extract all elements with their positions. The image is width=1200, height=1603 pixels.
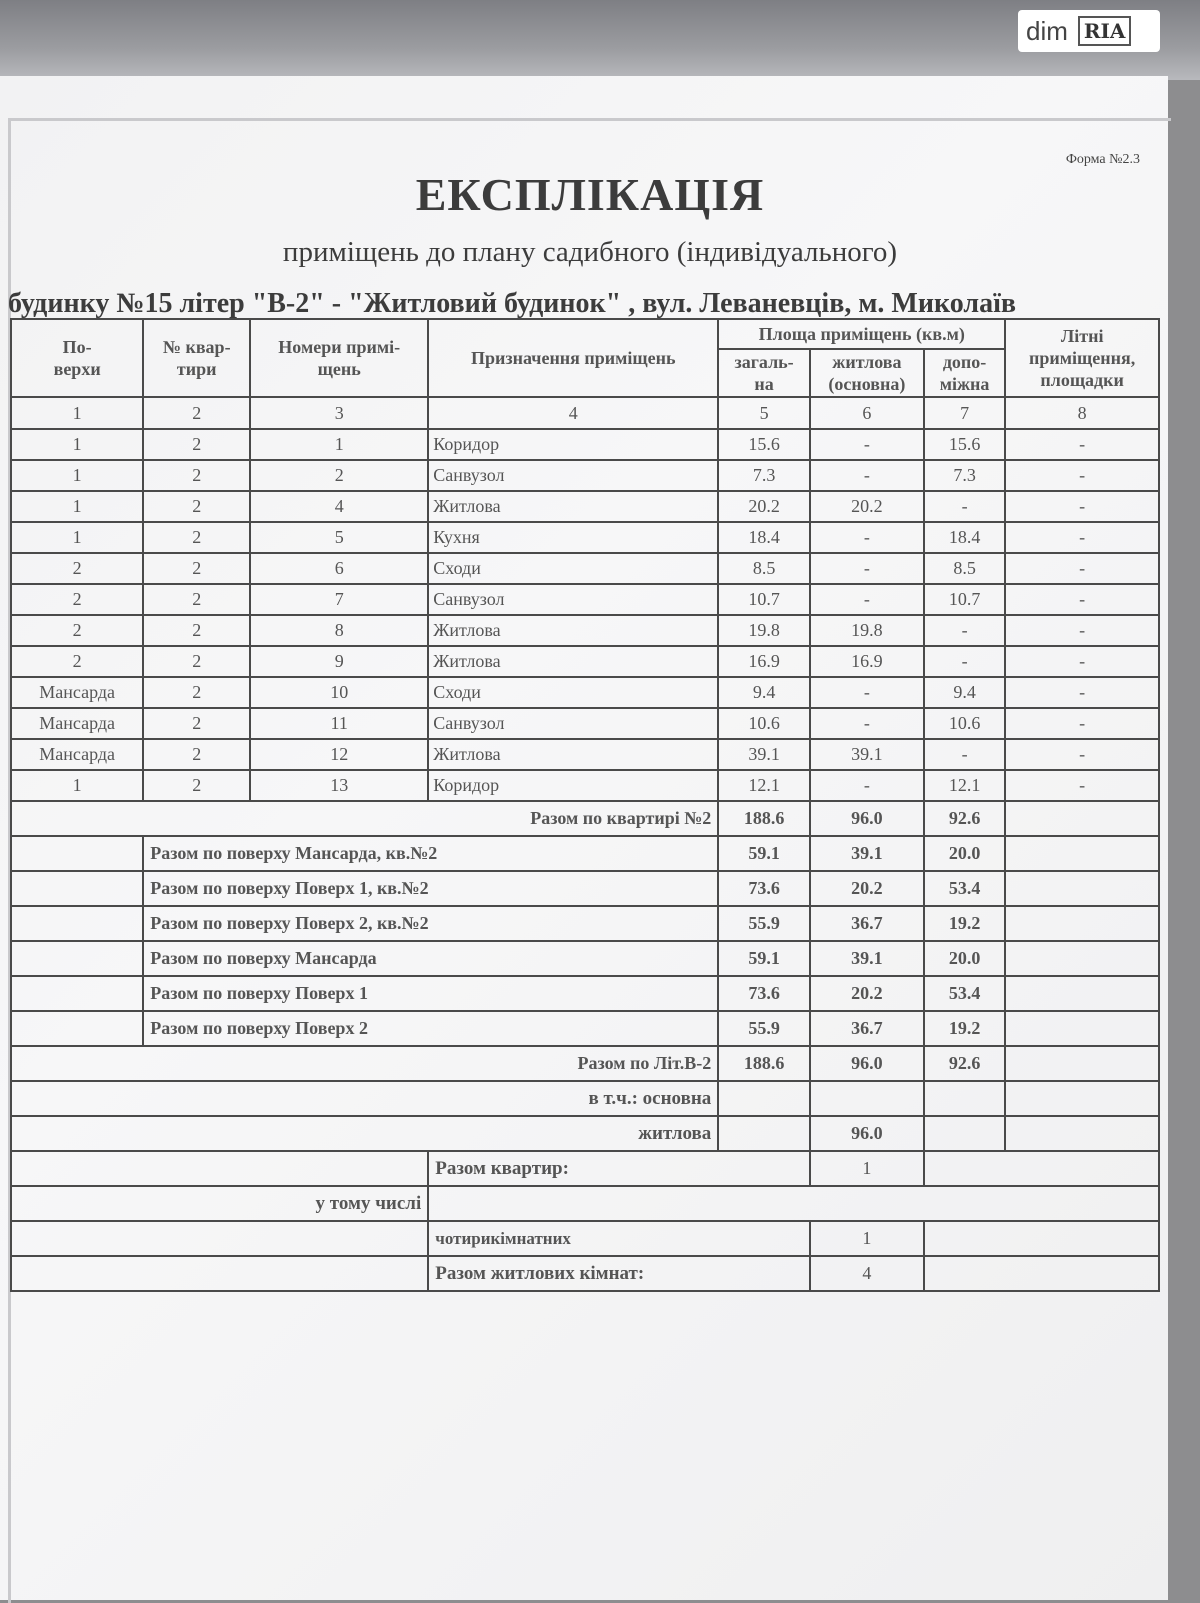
table-row [11,491,1159,522]
cell-apartment: 2 [143,708,250,739]
cell-room-number: 1 [250,429,428,460]
living-rooms-empty [924,1256,1159,1291]
floor-total-row [11,941,1159,976]
column-number: 2 [143,397,250,429]
cell-room-number: 13 [250,770,428,801]
header-apartment: № квар- тири [143,319,250,397]
cell-room-number: 10 [250,677,428,708]
cell-aux-area: - [924,739,1005,770]
cell-aux-area: 7.3 [924,460,1005,491]
floor-total-row [11,1011,1159,1046]
cell-total-area: 10.6 [718,708,810,739]
building-total-label: Разом по Літ.В-2 [11,1046,718,1081]
cell-floor: 2 [11,553,143,584]
cell-total-area: 7.3 [718,460,810,491]
table-row [11,739,1159,770]
incl-living-row [11,1116,1159,1151]
apartments-count-label: Разом квартир: [428,1151,810,1186]
floor-total-aux: 53.4 [924,976,1005,1011]
floor-total-blank [11,941,143,976]
incl-basic-living [810,1081,924,1116]
cell-aux-area: 9.4 [924,677,1005,708]
table-row [11,460,1159,491]
column-number: 4 [428,397,718,429]
floor-total-blank [11,836,143,871]
including-label: у тому числі [11,1186,428,1221]
cell-aux-area: 15.6 [924,429,1005,460]
floor-total-living: 20.2 [810,871,924,906]
cell-room-number: 5 [250,522,428,553]
cell-living-area: - [810,429,924,460]
cell-aux-area: 8.5 [924,553,1005,584]
room-rows [11,429,1159,801]
including-row [11,1186,1159,1221]
document-title: ЕКСПЛІКАЦІЯ [415,169,765,220]
building-total-row [11,1046,1159,1081]
apartments-count-row [11,1151,1159,1186]
form-number: Форма №2.3 [1065,152,1140,167]
cell-room-number: 7 [250,584,428,615]
cell-apartment: 2 [143,677,250,708]
floor-total-total: 59.1 [718,836,810,871]
cell-summer-area: - [1005,739,1159,770]
floor-total-blank [11,1011,143,1046]
apartment-total-living: 96.0 [810,801,924,836]
floor-total-summer [1005,941,1159,976]
column-number: 1 [11,397,143,429]
floor-total-blank [11,871,143,906]
floor-total-summer [1005,871,1159,906]
cell-apartment: 2 [143,770,250,801]
cell-floor: 2 [11,615,143,646]
cell-summer-area: - [1005,770,1159,801]
cell-aux-area: - [924,646,1005,677]
cell-floor: 1 [11,429,143,460]
incl-basic-aux [924,1081,1005,1116]
column-number: 5 [718,397,810,429]
table-row [11,553,1159,584]
header-row [11,319,1159,349]
floor-total-label: Разом по поверху Поверх 1, кв.№2 [143,871,718,906]
cell-room-name: Житлова [428,491,718,522]
cell-room-number: 11 [250,708,428,739]
cell-floor: 1 [11,460,143,491]
explication-table [10,318,1160,1292]
column-number: 7 [924,397,1005,429]
cell-floor: Мансарда [11,739,143,770]
floor-total-row [11,836,1159,871]
incl-basic-area [718,1081,810,1116]
cell-aux-area: 18.4 [924,522,1005,553]
four-room-value: 1 [810,1221,924,1256]
cell-living-area: - [810,522,924,553]
floor-total-summer [1005,836,1159,871]
cell-summer-area: - [1005,553,1159,584]
document-address: будинку №15 літер "В-2" - "Житловий будинок" , вул. Леваневців, м. Миколаїв [8,288,1016,319]
watermark-ria-logo: RIA [1078,16,1132,46]
floor-total-blank [11,906,143,941]
building-total-area: 188.6 [718,1046,810,1081]
cell-room-number: 9 [250,646,428,677]
cell-living-area: 20.2 [810,491,924,522]
cell-total-area: 16.9 [718,646,810,677]
incl-living-value: 96.0 [810,1116,924,1151]
cell-floor: 2 [11,584,143,615]
floor-total-summer [1005,1011,1159,1046]
floor-total-living: 36.7 [810,1011,924,1046]
cell-room-number: 4 [250,491,428,522]
floor-total-total: 59.1 [718,941,810,976]
living-rooms-label: Разом житлових кімнат: [428,1256,810,1291]
four-room-row [11,1221,1159,1256]
apartment-total-label: Разом по квартирі №2 [11,801,718,836]
header-purpose: Призначення приміщень [428,319,718,397]
cell-living-area: - [810,677,924,708]
cell-room-number: 8 [250,615,428,646]
floor-total-label: Разом по поверху Мансарда [143,941,718,976]
cell-room-number: 12 [250,739,428,770]
floor-total-total: 73.6 [718,871,810,906]
cell-total-area: 8.5 [718,553,810,584]
cell-room-number: 6 [250,553,428,584]
cell-room-name: Санвузол [428,584,718,615]
cell-apartment: 2 [143,584,250,615]
column-number: 8 [1005,397,1159,429]
cell-summer-area: - [1005,522,1159,553]
cell-total-area: 15.6 [718,429,810,460]
floor-total-total: 55.9 [718,1011,810,1046]
apartment-total-area: 188.6 [718,801,810,836]
cell-room-name: Коридор [428,429,718,460]
cell-aux-area: - [924,491,1005,522]
incl-living-label: житлова [11,1116,718,1151]
cell-floor: 2 [11,646,143,677]
cell-apartment: 2 [143,491,250,522]
cell-aux-area: 10.7 [924,584,1005,615]
cell-room-name: Житлова [428,646,718,677]
four-room-label: чотирикімнатних [428,1221,810,1256]
cell-living-area: - [810,460,924,491]
table-row [11,584,1159,615]
header-summer: Літні приміщення, площадки [1005,319,1159,397]
cell-floor: Мансарда [11,677,143,708]
cell-living-area: - [810,553,924,584]
floor-total-row [11,906,1159,941]
floor-total-summer [1005,906,1159,941]
four-room-empty [924,1221,1159,1256]
floor-total-label: Разом по поверху Поверх 2, кв.№2 [143,906,718,941]
header-floors: По- верхи [11,319,143,397]
watermark-dim-text: dim [1026,15,1068,46]
four-room-blank [11,1221,428,1256]
floor-total-aux: 20.0 [924,941,1005,976]
cell-total-area: 12.1 [718,770,810,801]
document-subtitle: приміщень до плану садибного (індивідуального) [282,236,898,268]
building-total-summer [1005,1046,1159,1081]
floor-total-row [11,871,1159,906]
header-total: загаль- на [718,349,810,397]
apartments-count-blank [11,1151,428,1186]
cell-room-name: Коридор [428,770,718,801]
cell-living-area: 19.8 [810,615,924,646]
cell-summer-area: - [1005,646,1159,677]
including-empty [428,1186,1159,1221]
cell-living-area: 39.1 [810,739,924,770]
floor-total-living: 36.7 [810,906,924,941]
header-area-group: Площа приміщень (кв.м) [718,319,1005,349]
incl-living-summer [1005,1116,1159,1151]
living-rooms-blank [11,1256,428,1291]
cell-room-name: Санвузол [428,708,718,739]
cell-room-name: Житлова [428,739,718,770]
cell-total-area: 10.7 [718,584,810,615]
cell-room-name: Сходи [428,553,718,584]
cell-floor: 1 [11,491,143,522]
incl-living-aux [924,1116,1005,1151]
cell-summer-area: - [1005,491,1159,522]
incl-basic-summer [1005,1081,1159,1116]
table-row [11,429,1159,460]
floor-total-living: 39.1 [810,941,924,976]
cell-apartment: 2 [143,522,250,553]
living-rooms-row [11,1256,1159,1291]
table-row [11,522,1159,553]
apartment-total-aux: 92.6 [924,801,1005,836]
cell-aux-area: - [924,615,1005,646]
cell-summer-area: - [1005,584,1159,615]
incl-basic-row [11,1081,1159,1116]
cell-total-area: 39.1 [718,739,810,770]
incl-basic-label: в т.ч.: основна [11,1081,718,1116]
floor-total-living: 20.2 [810,976,924,1011]
cell-apartment: 2 [143,429,250,460]
cell-summer-area: - [1005,677,1159,708]
cell-total-area: 20.2 [718,491,810,522]
table-row [11,677,1159,708]
floor-total-aux: 20.0 [924,836,1005,871]
header-living: житлова (основна) [810,349,924,397]
header-room-numbers: Номери примі- щень [250,319,428,397]
cell-room-name: Санвузол [428,460,718,491]
table-row [11,770,1159,801]
floor-total-label: Разом по поверху Поверх 1 [143,976,718,1011]
cell-room-name: Сходи [428,677,718,708]
cell-total-area: 18.4 [718,522,810,553]
building-total-aux: 92.6 [924,1046,1005,1081]
cell-total-area: 9.4 [718,677,810,708]
floor-total-living: 39.1 [810,836,924,871]
cell-apartment: 2 [143,739,250,770]
apartment-total-summer [1005,801,1159,836]
cell-living-area: - [810,708,924,739]
cell-summer-area: - [1005,460,1159,491]
cell-apartment: 2 [143,553,250,584]
dimria-watermark [1018,10,1160,52]
cell-room-number: 2 [250,460,428,491]
floor-total-aux: 19.2 [924,906,1005,941]
cell-living-area: - [810,584,924,615]
cell-apartment: 2 [143,646,250,677]
apartments-count-empty [924,1151,1159,1186]
floor-total-label: Разом по поверху Поверх 2 [143,1011,718,1046]
cell-living-area: 16.9 [810,646,924,677]
cell-apartment: 2 [143,615,250,646]
cell-summer-area: - [1005,429,1159,460]
cell-floor: 1 [11,522,143,553]
cell-living-area: - [810,770,924,801]
living-rooms-value: 4 [810,1256,924,1291]
cell-summer-area: - [1005,708,1159,739]
table-row [11,615,1159,646]
floor-total-label: Разом по поверху Мансарда, кв.№2 [143,836,718,871]
table-row [11,708,1159,739]
cell-apartment: 2 [143,460,250,491]
incl-living-area [718,1116,810,1151]
cell-total-area: 19.8 [718,615,810,646]
floor-total-rows [11,836,1159,1046]
floor-total-aux: 53.4 [924,871,1005,906]
apartments-count-value: 1 [810,1151,924,1186]
floor-total-total: 73.6 [718,976,810,1011]
column-number: 3 [250,397,428,429]
cell-floor: Мансарда [11,708,143,739]
header-auxiliary: допо- міжна [924,349,1005,397]
floor-total-summer [1005,976,1159,1011]
floor-total-total: 55.9 [718,906,810,941]
building-total-living: 96.0 [810,1046,924,1081]
cell-summer-area: - [1005,615,1159,646]
table-row [11,646,1159,677]
cell-room-name: Житлова [428,615,718,646]
column-number: 6 [810,397,924,429]
cell-room-name: Кухня [428,522,718,553]
column-number-row [11,397,1159,429]
apartment-total-row [11,801,1159,836]
cell-floor: 1 [11,770,143,801]
floor-total-row [11,976,1159,1011]
floor-total-blank [11,976,143,1011]
floor-total-aux: 19.2 [924,1011,1005,1046]
cell-aux-area: 10.6 [924,708,1005,739]
cell-aux-area: 12.1 [924,770,1005,801]
